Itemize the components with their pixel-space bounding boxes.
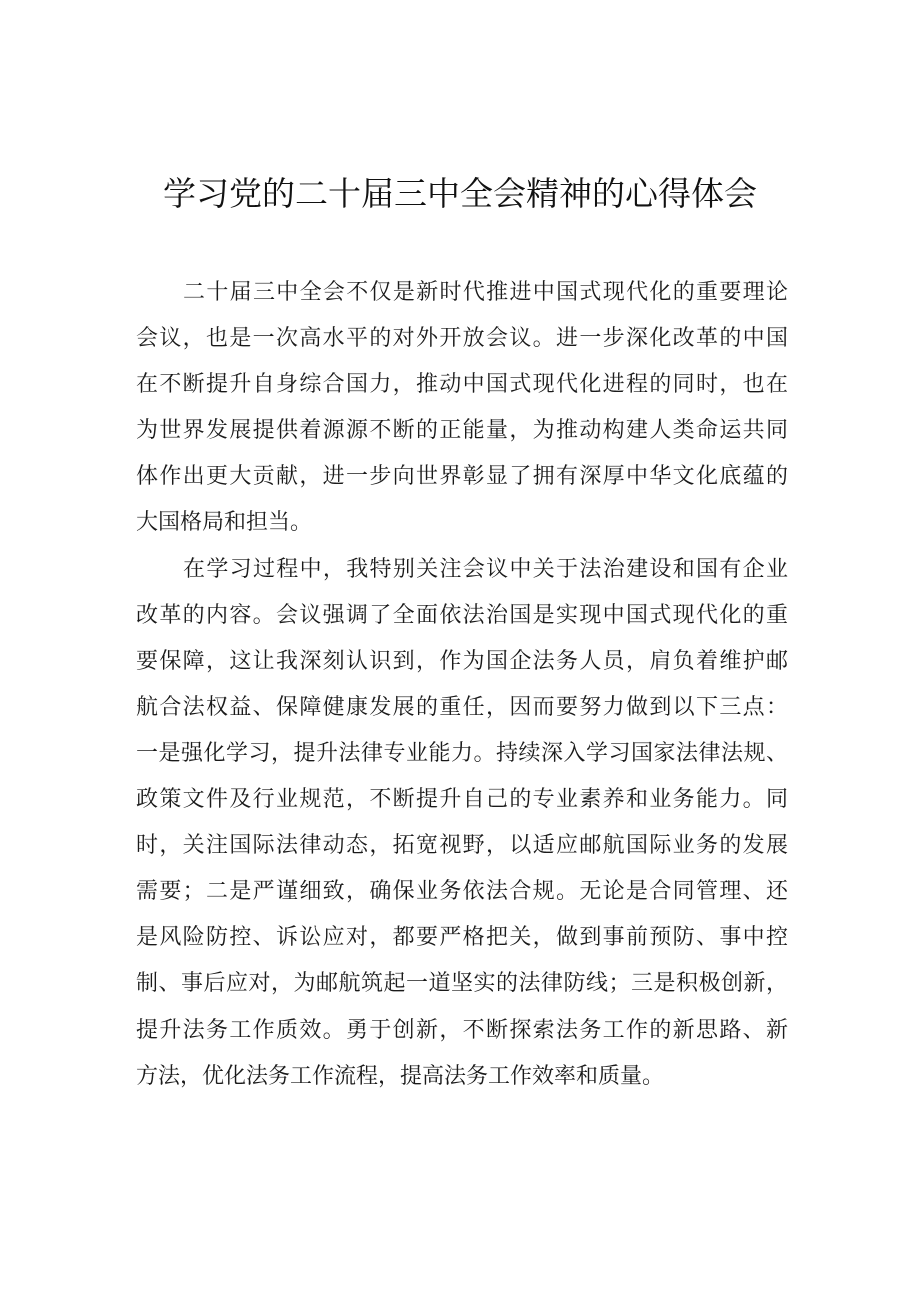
text-line: 时，关注国际法律动态，拓宽视野，以适应邮航国际业务的发展 xyxy=(136,833,788,859)
text-line: 方法，优化法务工作流程，提高法务工作效率和质量。 xyxy=(136,1063,665,1089)
text-line: 二十届三中全会不仅是新时代推进中国式现代化的重要理论 xyxy=(183,280,788,305)
text-line: 政策文件及行业规范，不断提升自己的专业素养和业务能力。同 xyxy=(136,787,788,813)
text-line: 改革的内容。会议强调了全面依法治国是实现中国式现代化的重 xyxy=(136,602,788,628)
text-line: 提升法务工作质效。勇于创新，不断探索法务工作的新思路、新 xyxy=(136,1017,788,1043)
text-line: 需要；二是严谨细致，确保业务依法合规。无论是合同管理、还 xyxy=(136,879,788,905)
text-line: 要保障，这让我深刻认识到，作为国企法务人员，肩负着维护邮 xyxy=(136,648,788,674)
paragraph-1 xyxy=(136,270,788,547)
text-line: 体作出更大贡献，进一步向世界彰显了拥有深厚中华文化底蕴的 xyxy=(136,464,788,490)
paragraph-2 xyxy=(136,547,788,1100)
text-line: 大国格局和担当。 xyxy=(136,510,313,536)
text-line: 是风险防控、诉讼应对，都要严格把关，做到事前预防、事中控 xyxy=(136,925,788,951)
document-body xyxy=(136,270,788,1100)
text-line: 航合法权益、保障健康发展的重任，因而要努力做到以下三点： xyxy=(136,694,788,720)
text-line: 为世界发展提供着源源不断的正能量，为推动构建人类命运共同 xyxy=(136,418,788,444)
text-line: 制、事后应对，为邮航筑起一道坚实的法律防线；三是积极创新， xyxy=(136,971,788,997)
document-title: 学习党的二十届三中全会精神的心得体会 xyxy=(163,174,757,213)
text-line: 在不断提升自身综合国力，推动中国式现代化进程的同时，也在 xyxy=(136,372,788,398)
text-line: 一是强化学习，提升法律专业能力。持续深入学习国家法律法规、 xyxy=(136,740,788,766)
text-line: 在学习过程中，我特别关注会议中关于法治建设和国有企业 xyxy=(183,556,788,582)
text-line: 会议，也是一次高水平的对外开放会议。进一步深化改革的中国 xyxy=(136,326,788,352)
